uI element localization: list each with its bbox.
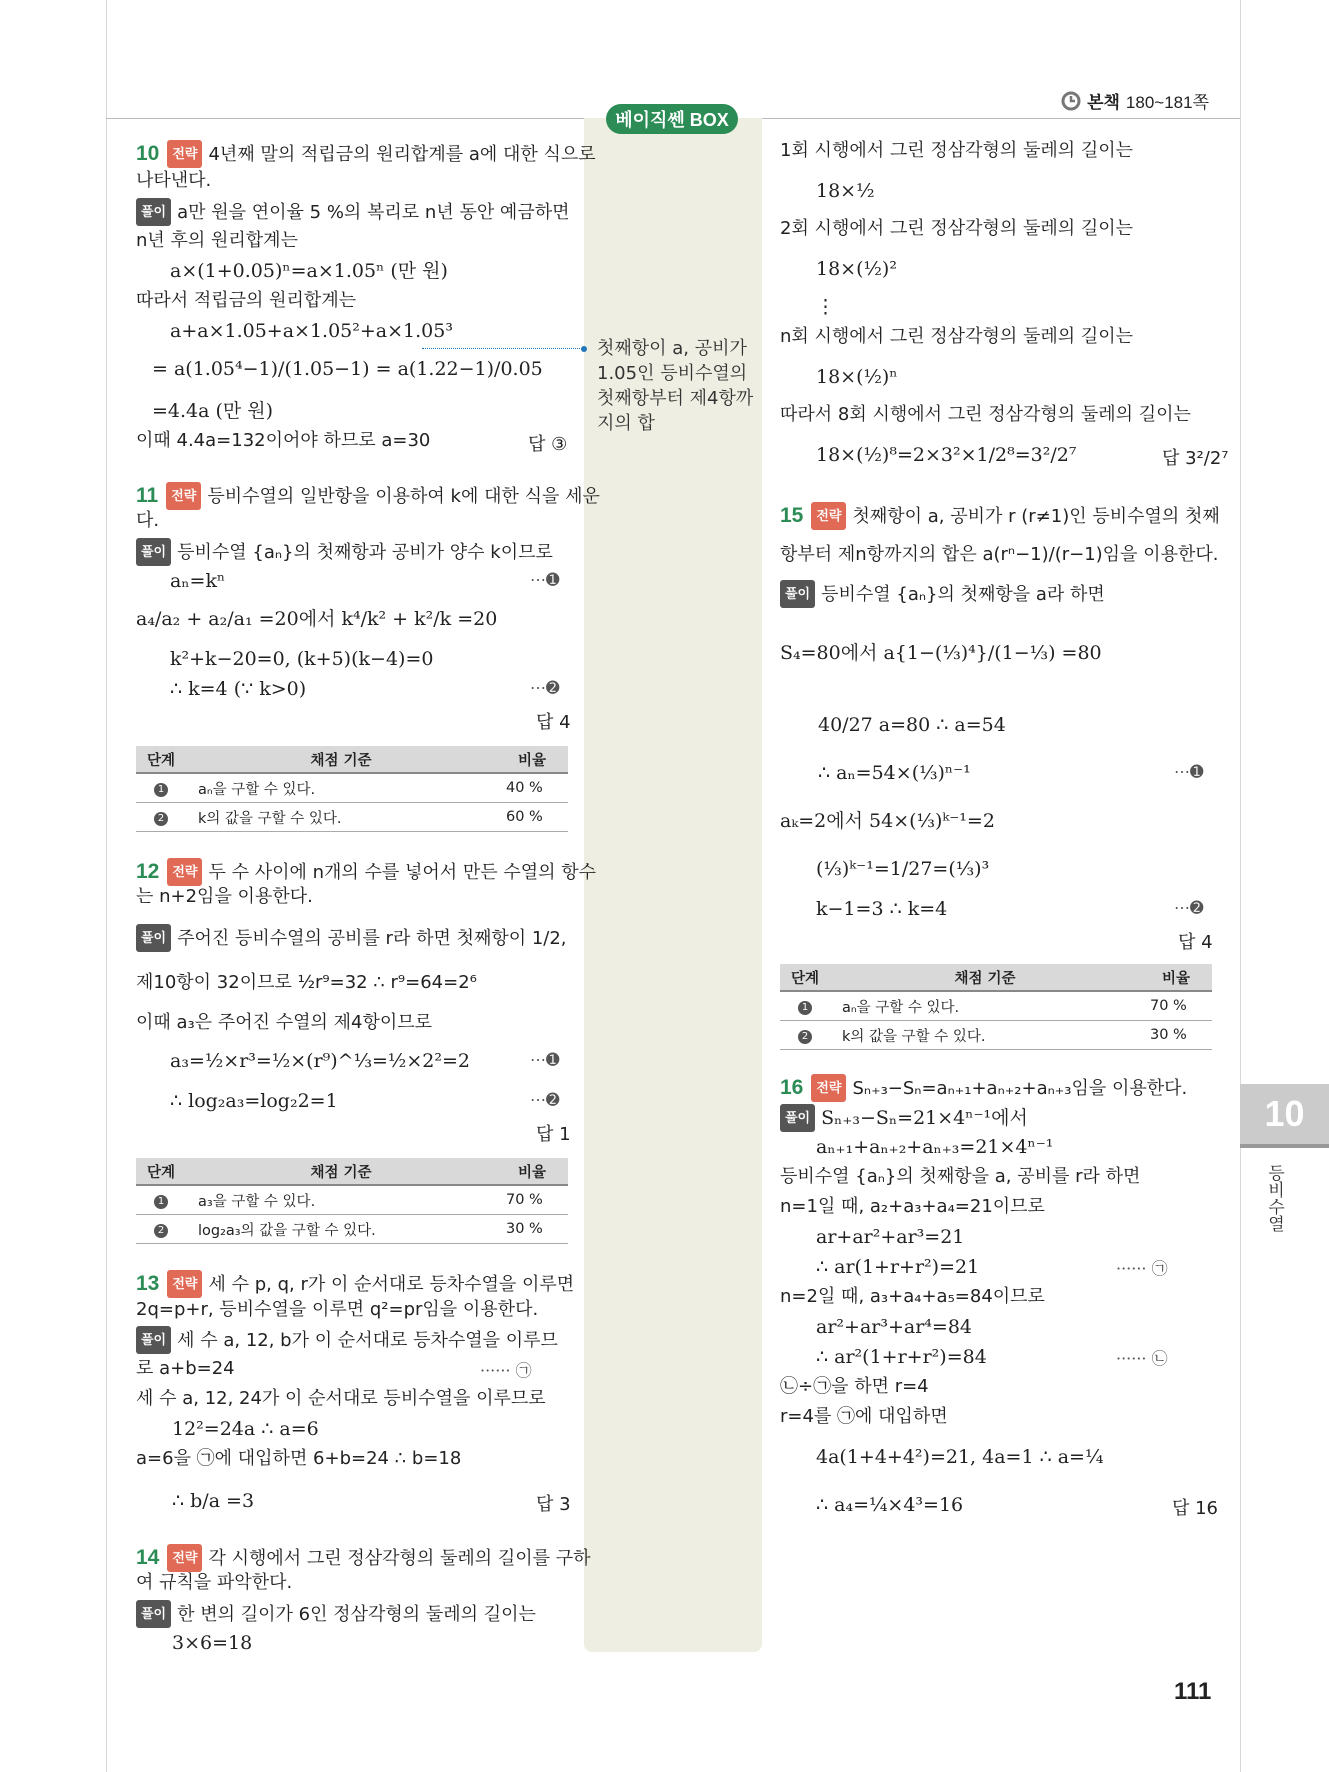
chapter-tab[interactable]: 10: [1240, 1084, 1329, 1148]
q10-answer: 답 ③: [528, 434, 568, 455]
right-margin-rule: [1240, 0, 1241, 1772]
strategy-tag: 전략: [167, 858, 202, 886]
q16-sol-9: ∴ ar²(1+r+r²)=84: [816, 1346, 987, 1368]
table-row: [136, 1215, 568, 1244]
reference-pages: 180~181쪽: [1125, 93, 1209, 112]
side-note: 첫째항이 a, 공비가 1.05인 등비수열의 첫째항부터 제4항까지의 합: [597, 338, 754, 434]
q14-cont-6: n회 시행에서 그린 정삼각형의 둘레의 길이는: [780, 326, 1133, 347]
col-header-ratio: 비율: [496, 746, 568, 773]
q13-answer: 답 3: [536, 1494, 571, 1515]
ratio-cell: 40 %: [496, 773, 568, 803]
solution-tag: 풀이: [136, 538, 171, 566]
q15-sol-7: k−1=3 ∴ k=4: [816, 898, 948, 920]
ratio-cell: 30 %: [1140, 1021, 1212, 1050]
q11-sol-text: 등비수열 {aₙ}의 첫째항과 공비가 양수 k이므로: [177, 542, 553, 563]
step-cell: [136, 773, 186, 803]
q11-sol-4: k²+k−20=0, (k+5)(k−4)=0: [170, 648, 434, 670]
q14-cont-8: 따라서 8회 시행에서 그린 정삼각형의 둘레의 길이는: [780, 404, 1191, 425]
q16-heading: [780, 1074, 1187, 1102]
step-marker-2: ⋯➋: [1174, 898, 1204, 917]
step-marker-1: ⋯➊: [530, 1050, 560, 1069]
q10-sol-7: =4.4a (만 원): [152, 400, 274, 422]
q16-sol-5: ar+ar²+ar³=21: [816, 1226, 965, 1248]
step-badge: 1: [798, 1001, 812, 1015]
q11-sol-1: [136, 538, 553, 566]
q16-sol-10: ㉡÷㉠을 하면 r=4: [780, 1376, 929, 1397]
q16-answer: 답 16: [1172, 1498, 1219, 1519]
q13-sol-4: 12²=24a ∴ a=6: [172, 1418, 319, 1440]
q15-sol-3: 40/27 a=80 ∴ a=54: [818, 714, 1006, 736]
q14-answer: 답 3²/2⁷: [1162, 448, 1229, 469]
q13-sol-6: ∴ b/a =3: [172, 1490, 255, 1512]
q13-heading: [136, 1270, 574, 1298]
q15-sol-6: (⅓)ᵏ⁻¹=1/27=(⅓)³: [816, 858, 990, 880]
q11-grading-table: [136, 746, 568, 832]
q12-strategy-cont: 는 n+2임을 이용한다.: [136, 886, 313, 907]
col-header-ratio: 비율: [1140, 964, 1212, 991]
q15-sol-4: ∴ aₙ=54×(⅓)ⁿ⁻¹: [818, 762, 971, 784]
solution-tag: 풀이: [136, 198, 171, 226]
ratio-cell: 60 %: [496, 803, 568, 832]
q15-number: 15: [780, 504, 804, 527]
criterion-cell: k의 값을 구할 수 있다.: [830, 1021, 1140, 1050]
page-number: 111: [1174, 1678, 1212, 1705]
q16-sol-7: n=2일 때, a₃+a₄+a₅=84이므로: [780, 1286, 1045, 1307]
q13-strategy: 세 수 p, q, r가 이 순서대로 등차수열을 이루면: [208, 1274, 575, 1295]
q11-strategy-cont: 다.: [136, 510, 160, 531]
q14-cont-9: 18×(½)⁸=2×3²×1/2⁸=3²/2⁷: [816, 444, 1077, 466]
q14-sol-2: 3×6=18: [172, 1632, 253, 1654]
q10-sol-1: [136, 198, 570, 226]
col-header-criterion: 채점 기준: [830, 964, 1140, 991]
strategy-tag: 전략: [811, 1074, 846, 1102]
step-marker-2: ⋯➋: [530, 1090, 560, 1109]
strategy-tag: 전략: [167, 1270, 202, 1298]
col-header-step: 단계: [780, 964, 830, 991]
q10-sol-2: n년 후의 원리합계는: [136, 230, 298, 251]
equation-marker-a: ······ ㉠: [1116, 1259, 1168, 1278]
step-badge: 2: [798, 1030, 812, 1044]
table-header-row: [780, 964, 1212, 991]
criterion-cell: aₙ을 구할 수 있다.: [186, 773, 496, 803]
q14-cont-2: 18×½: [816, 180, 875, 202]
q12-sol-5: ∴ log₂a₃=log₂2=1: [170, 1090, 338, 1112]
table-row: [136, 803, 568, 832]
criterion-cell: aₙ을 구할 수 있다.: [830, 991, 1140, 1021]
reference-icon: [1061, 91, 1081, 111]
q13-sol-text: 세 수 a, 12, b가 이 순서대로 등차수열을 이루므: [177, 1330, 558, 1351]
q16-sol-6: ∴ ar(1+r+r²)=21: [816, 1256, 980, 1278]
q12-heading: [136, 858, 596, 886]
q11-sol-2: aₙ=kⁿ: [170, 570, 226, 592]
q14-number: 14: [136, 1546, 160, 1569]
q12-sol-4: a₃=½×r³=½×(r⁹)^⅓=½×2²=2: [170, 1050, 470, 1072]
q12-sol-text: 주어진 등비수열의 공비를 r라 하면 첫째항이 1/2,: [177, 928, 567, 949]
q10-sol-8: 이때 4.4a=132이어야 하므로 a=30: [136, 430, 431, 451]
q12-sol-3: 이때 a₃은 주어진 수열의 제4항이므로: [136, 1012, 433, 1033]
q16-sol-11: r=4를 ㉠에 대입하면: [780, 1406, 948, 1427]
q11-number: 11: [136, 484, 159, 507]
q13-sol-1: [136, 1326, 558, 1354]
q15-sol-text: 등비수열 {aₙ}의 첫째항을 a라 하면: [821, 584, 1105, 605]
q13-sol-2: 로 a+b=24: [136, 1358, 235, 1379]
q16-number: 16: [780, 1076, 804, 1099]
q13-sol-3: 세 수 a, 12, 24가 이 순서대로 등비수열을 이루므로: [136, 1388, 546, 1409]
q13-sol-5: a=6을 ㉠에 대입하면 6+b=24 ∴ b=18: [136, 1448, 462, 1469]
table-header-row: [136, 1158, 568, 1185]
q11-answer: 답 4: [536, 712, 571, 733]
solution-tag: 풀이: [136, 924, 171, 952]
q11-heading: [136, 482, 600, 510]
q16-sol-8: ar²+ar³+ar⁴=84: [816, 1316, 973, 1338]
side-note-dot: [581, 346, 587, 352]
q11-strategy: 등비수열의 일반항을 이용하여 k에 대한 식을 세운: [207, 486, 600, 507]
table-row: [780, 1021, 1212, 1050]
step-badge: 1: [154, 783, 168, 797]
q11-sol-5: ∴ k=4 (∵ k>0): [170, 678, 307, 700]
col-header-step: 단계: [136, 746, 186, 773]
q10-sol-4: 따라서 적립금의 원리합계는: [136, 290, 357, 311]
solution-tag: 풀이: [780, 580, 815, 608]
col-header-step: 단계: [136, 1158, 186, 1185]
step-cell: [136, 803, 186, 832]
col-header-ratio: 비율: [496, 1158, 568, 1185]
q11-sol-3: a₄/a₂ + a₂/a₁ =20에서 k⁴/k² + k²/k =20: [136, 608, 498, 630]
ratio-cell: 30 %: [496, 1215, 568, 1244]
q16-sol-13: ∴ a₄=¼×4³=16: [816, 1494, 964, 1516]
strategy-tag: 전략: [167, 1544, 202, 1572]
step-badge: 2: [154, 812, 168, 826]
q13-number: 13: [136, 1272, 160, 1295]
table-row: [136, 1185, 568, 1215]
step-marker-1: ⋯➊: [1174, 762, 1204, 781]
q15-strategy: 첫째항이 a, 공비가 r (r≠1)인 등비수열의 첫째: [852, 506, 1220, 527]
q12-sol-1: [136, 924, 567, 952]
solution-tag: 풀이: [136, 1326, 171, 1354]
strategy-tag: 전략: [811, 502, 846, 530]
step-badge: 1: [154, 1195, 168, 1209]
q13-strategy-cont: 2q=p+r, 등비수열을 이루면 q²=pr임을 이용한다.: [136, 1299, 539, 1320]
q10-heading: [136, 140, 596, 168]
q16-sol-12: 4a(1+4+4²)=21, 4a=1 ∴ a=¼: [816, 1446, 1104, 1468]
q14-sol-text: 한 변의 길이가 6인 정삼각형의 둘레의 길이는: [177, 1604, 536, 1625]
reference-label: 본책: [1087, 93, 1120, 112]
q16-sol-text: Sₙ₊₃−Sₙ=21×4ⁿ⁻¹에서: [821, 1107, 1028, 1129]
q14-cont-7: 18×(½)ⁿ: [816, 366, 898, 388]
q12-grading-table: [136, 1158, 568, 1244]
step-cell: [136, 1215, 186, 1244]
equation-marker-b: ······ ㉡: [1116, 1349, 1168, 1368]
q10-sol-text: a만 원을 연이율 5 %의 복리로 n년 동안 예금하면: [177, 202, 570, 223]
strategy-tag: 전략: [166, 482, 201, 510]
q14-sol-1: [136, 1600, 536, 1628]
chapter-name: 등비수열: [1264, 1164, 1284, 1232]
q14-heading: [136, 1544, 591, 1572]
step-cell: [780, 1021, 830, 1050]
col-header-criterion: 채점 기준: [186, 1158, 496, 1185]
q16-sol-2: aₙ₊₁+aₙ₊₂+aₙ₊₃=21×4ⁿ⁻¹: [816, 1136, 1054, 1158]
q14-cont-5: ⋮: [816, 296, 835, 318]
q15-grading-table: [780, 964, 1212, 1050]
q10-strategy: 4년째 말의 적립금의 원리합계를 a에 대한 식으로: [208, 144, 596, 165]
q10-strategy-cont: 나타낸다.: [136, 170, 212, 191]
criterion-cell: log₂a₃의 값을 구할 수 있다.: [186, 1215, 496, 1244]
q16-strategy: Sₙ₊₃−Sₙ=aₙ₊₁+aₙ₊₂+aₙ₊₃임을 이용한다.: [852, 1078, 1188, 1099]
ratio-cell: 70 %: [1140, 991, 1212, 1021]
q12-sol-2: 제10항이 32이므로 ½r⁹=32 ∴ r⁹=64=2⁶: [136, 972, 477, 993]
col-header-criterion: 채점 기준: [186, 746, 496, 773]
q14-cont-4: 18×(½)²: [816, 258, 897, 280]
q15-sol-1: [780, 580, 1105, 608]
table-row: [780, 991, 1212, 1021]
q15-sol-5: aₖ=2에서 54×(⅓)ᵏ⁻¹=2: [780, 810, 995, 832]
criterion-cell: a₃을 구할 수 있다.: [186, 1185, 496, 1215]
box-badge: 베이직쎈 BOX: [606, 104, 738, 134]
q15-strategy-cont: 항부터 제n항까지의 합은 a(rⁿ−1)/(r−1)임을 이용한다.: [780, 544, 1219, 565]
side-note-leader: [422, 348, 582, 349]
q12-strategy: 두 수 사이에 n개의 수를 넣어서 만든 수열의 항수: [208, 862, 597, 883]
q10-number: 10: [136, 142, 160, 165]
q15-sol-2: S₄=80에서 a{1−(⅓)⁴}/(1−⅓) =80: [780, 642, 1102, 664]
step-marker-2: ⋯➋: [530, 678, 560, 697]
step-badge: 2: [154, 1224, 168, 1238]
step-marker-1: ⋯➊: [530, 570, 560, 589]
q16-sol-1: [780, 1104, 1028, 1132]
criterion-cell: k의 값을 구할 수 있다.: [186, 803, 496, 832]
q10-sol-3: a×(1+0.05)ⁿ=a×1.05ⁿ (만 원): [170, 260, 448, 282]
table-row: [136, 773, 568, 803]
q14-strategy-cont: 여 규칙을 파악한다.: [136, 1572, 293, 1593]
strategy-tag: 전략: [167, 140, 202, 168]
q15-heading: [780, 502, 1220, 530]
q14-cont-3: 2회 시행에서 그린 정삼각형의 둘레의 길이는: [780, 218, 1134, 239]
table-header-row: [136, 746, 568, 773]
step-cell: [136, 1185, 186, 1215]
q10-sol-6: = a(1.05⁴−1)/(1.05−1) = a(1.22−1)/0.05: [152, 358, 543, 380]
q12-answer: 답 1: [536, 1124, 571, 1145]
q16-sol-4: n=1일 때, a₂+a₃+a₄=21이므로: [780, 1196, 1045, 1217]
q16-sol-3: 등비수열 {aₙ}의 첫째항을 a, 공비를 r라 하면: [780, 1166, 1141, 1187]
left-margin-rule: [106, 0, 107, 1772]
solution-tag: 풀이: [136, 1600, 171, 1628]
q10-sol-5: a+a×1.05+a×1.05²+a×1.05³: [170, 320, 453, 342]
page-reference: [1061, 88, 1209, 113]
q15-answer: 답 4: [1178, 932, 1213, 953]
solution-tag: 풀이: [780, 1104, 815, 1132]
q14-cont-1: 1회 시행에서 그린 정삼각형의 둘레의 길이는: [780, 140, 1134, 161]
ratio-cell: 70 %: [496, 1185, 568, 1215]
q14-strategy: 각 시행에서 그린 정삼각형의 둘레의 길이를 구하: [208, 1548, 591, 1569]
step-cell: [780, 991, 830, 1021]
q12-number: 12: [136, 860, 160, 883]
equation-marker-a: ······ ㉠: [480, 1361, 532, 1380]
